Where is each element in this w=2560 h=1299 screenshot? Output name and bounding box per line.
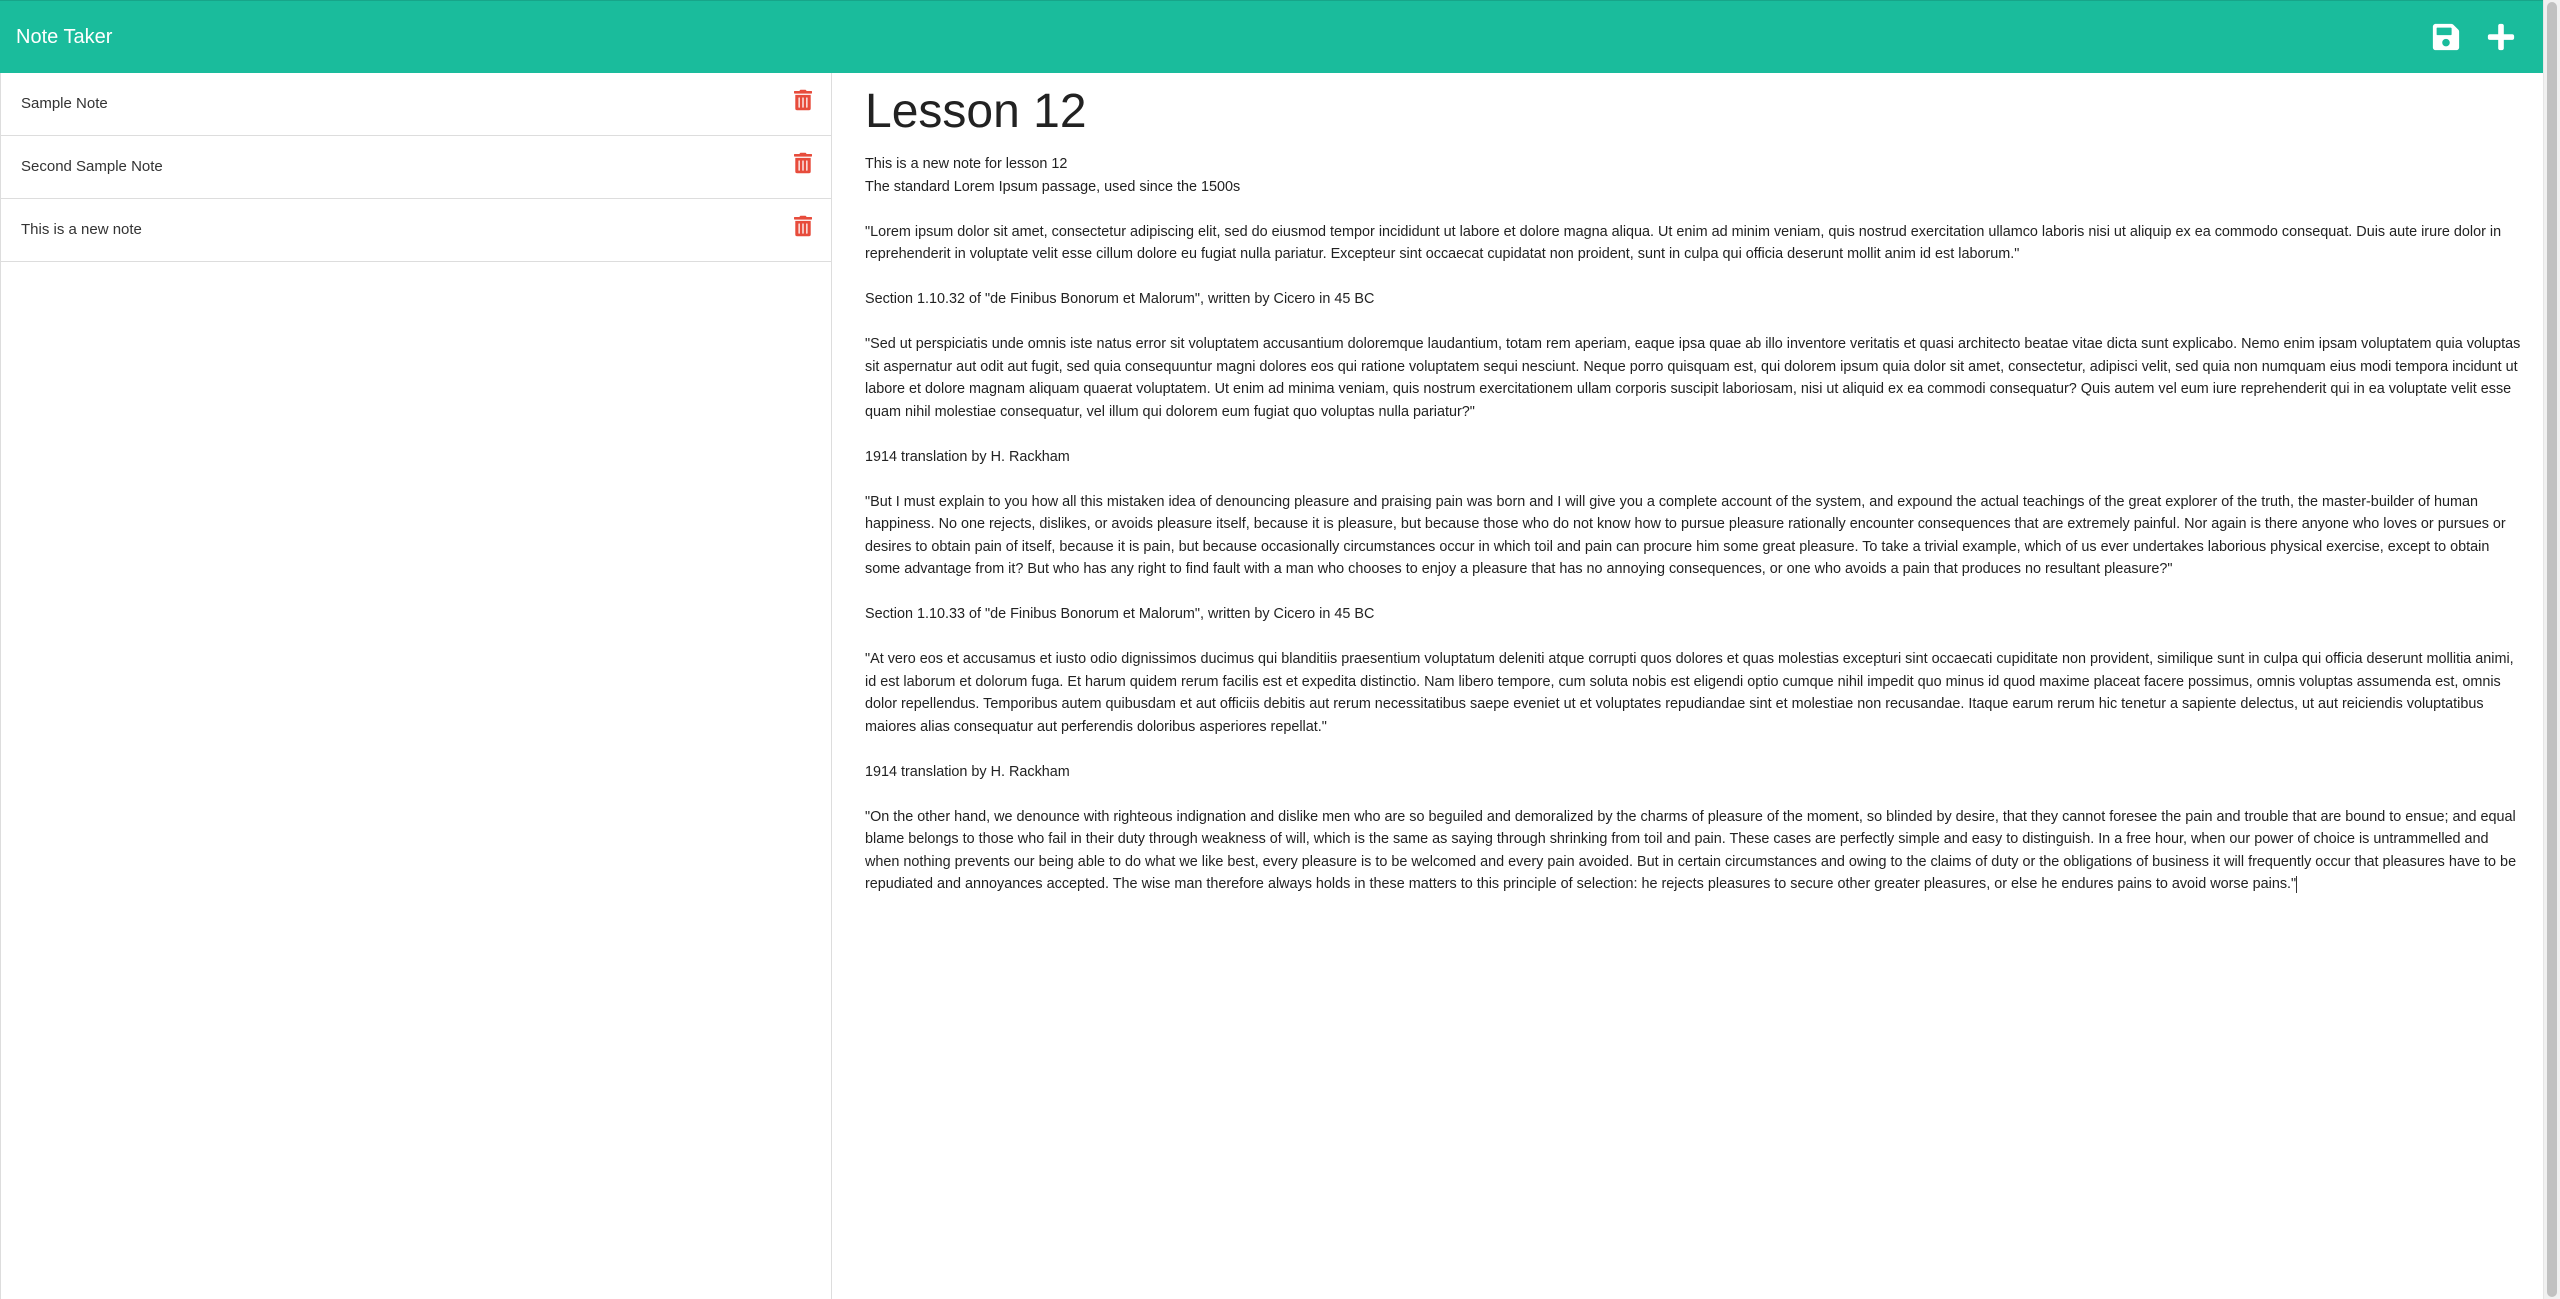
app-title[interactable]: Note Taker [16, 26, 113, 48]
note-text-line: "At vero eos et accusamus et iusto odio dignissimos ducimus qui blanditiis praesentium voluptatum deleniti atque corrupti quos dolores et quas molestias excepturi sint occaecati cupiditate non provident, similique sunt in culpa qui officia deserunt mollitia animi, id est laborum et dolorum fuga. Et harum quidem rerum facilis est et expedita distinctio. Nam libero tempore, cum soluta nobis est eligendi optio cumque nihil impedit quo minus id quod maxime placeat facere possimus, omnis voluptas assumenda est, omnis dolor repellendus. Temporibus autem quibusdam et aut officiis debitis aut rerum necessitatibus saepe eveniet ut et voluptates repudiandae sint et molestiae non recusandae. Itaque earum rerum hic tenetur a sapiente delectus, ut aut reiciendis voluptatibus maiores alias consequatur aut perferendis doloribus asperiores repellat." [865, 651, 2518, 735]
note-text-line: Section 1.10.32 of "de Finibus Bonorum et Malorum", written by Cicero in 45 BC [865, 291, 1375, 307]
note-list [0, 73, 832, 1299]
note-text-line: 1914 translation by H. Rackham [865, 763, 1070, 780]
scrollbar-thumb[interactable] [2547, 2, 2557, 1297]
floppy-disk-icon [2431, 22, 2461, 52]
note-list-item[interactable] [1, 73, 831, 136]
note-text-line: "Lorem ipsum dolor sit amet, consectetur adipiscing elit, sed do eiusmod tempor incididunt ut labore et dolore magna aliqua. Ut enim ad minim veniam, quis nostrud exercitation ullamco laboris nisi ut aliquip ex ea commodo consequat. Duis aute irure dolor in reprehenderit in voluptate velit esse cillum dolore eu fugiat nulla pariatur. Excepteur sint occaecat cupidatat non proident, sunt in culpa qui officia deserunt mollit anim id est laborum." [865, 223, 2506, 262]
page-scrollbar[interactable] [2543, 0, 2560, 1299]
note-text-line: "But I must explain to you how all this mistaken idea of denouncing pleasure and praising pain was born and I will give you a complete account of the system, and expound the actual teachings of the great explorer of the truth, the master-builder of human happiness. No one rejects, dislikes, or avoids pleasure itself, because it is pleasure, but because those who do not know how to pursue pleasure rationally encounter consequences that are extremely painful. Nor again is there anyone who loves or pursues or desires to obtain pain of itself, because it is pain, but because occasionally circumstances occur in which toil and pain can procure him some great pleasure. To take a trivial example, which of us ever undertakes laborious physical exercise, except to obtain some advantage from it? But who has any right to find fault with a man who chooses to enjoy a pleasure that has no annoying consequences, or one who avoids a pain that produces no resultant pleasure?" [865, 493, 2510, 577]
note-text-area[interactable] [865, 153, 2525, 896]
note-text-line: The standard Lorem Ipsum passage, used since the 1500s [865, 178, 1241, 195]
note-text-line [865, 468, 2525, 491]
trash-icon [794, 215, 812, 237]
navbar [0, 0, 2543, 73]
delete-note-button[interactable] [794, 152, 812, 174]
trash-icon [794, 152, 812, 174]
note-text-line [865, 311, 2525, 334]
save-note-button[interactable] [2431, 22, 2461, 52]
note-list-item[interactable] [1, 199, 831, 262]
trash-icon [794, 89, 812, 111]
delete-note-button[interactable] [794, 89, 812, 111]
note-text-line [865, 266, 2525, 289]
text-caret [2296, 876, 2297, 893]
note-text-line [865, 783, 2525, 806]
note-title: This is a new note [21, 221, 142, 238]
note-text-line: "Sed ut perspiciatis unde omnis iste natus error sit voluptatem accusantium doloremque laudantium, totam rem aperiam, eaque ipsa quae ab illo inventore veritatis et quasi architecto beatae vitae dicta sunt explicabo. Nemo enim ipsam voluptatem quia voluptas sit aspernatur aut odit aut fugit, sed quia consequuntur magni dolores eos qui ratione voluptatem sequi nesciunt. Neque porro quisquam est, qui dolorem ipsum quia dolor sit amet, consectetur, adipisci velit, sed quia non numquam eius modi tempora incidunt ut labore et dolore magnam aliquam quaerat voluptatem. Ut enim ad minima veniam, quis nostrum exercitationem ullam corporis suscipit laboriosam, nisi ut aliquid ex ea commodi consequatur? Quis autem vel eum iure reprehenderit qui in ea voluptate velit esse quam nihil molestiae consequatur, vel illum qui dolorem eum fugiat quo voluptas nulla pariatur?" [865, 336, 2525, 420]
plus-icon [2486, 22, 2516, 52]
note-text-line [865, 423, 2525, 446]
note-text-line: Section 1.10.33 of "de Finibus Bonorum et Malorum", written by Cicero in 45 BC [865, 606, 1375, 622]
note-text-line: This is a new note for lesson 12 [865, 156, 1068, 172]
note-text-line [865, 738, 2525, 761]
note-editor [832, 73, 2543, 1299]
note-text-line [865, 626, 2525, 649]
note-text-line: 1914 translation by H. Rackham [865, 448, 1070, 465]
note-text-line [865, 198, 2525, 221]
note-text-line [865, 581, 2525, 604]
note-title: Sample Note [21, 95, 108, 112]
note-text-line: "On the other hand, we denounce with righteous indignation and dislike men who are so beguiled and demoralized by the charms of pleasure of the moment, so blinded by desire, that they cannot foresee the pain and trouble that are bound to ensue; and equal blame belongs to those who fail in their duty through weakness of will, which is the same as saying through shrinking from toil and pain. These cases are perfectly simple and easy to distinguish. In a free hour, when our power of choice is untrammelled and when nothing prevents our being able to do what we like best, every pleasure is to be welcomed and every pain avoided. But in certain circumstances and owing to the claims of duty or the obligations of business it will frequently occur that pleasures have to be repudiated and annoyances accepted. The wise man therefore always holds in these matters to this principle of selection: he rejects pleasures to secure other greater pleasures, or else he endures pains to avoid worse pains." [865, 808, 2521, 892]
note-title-input[interactable]: Lesson 12 [865, 85, 1087, 138]
note-title: Second Sample Note [21, 158, 163, 175]
new-note-button[interactable] [2486, 22, 2516, 52]
delete-note-button[interactable] [794, 215, 812, 237]
note-list-item[interactable] [1, 136, 831, 199]
